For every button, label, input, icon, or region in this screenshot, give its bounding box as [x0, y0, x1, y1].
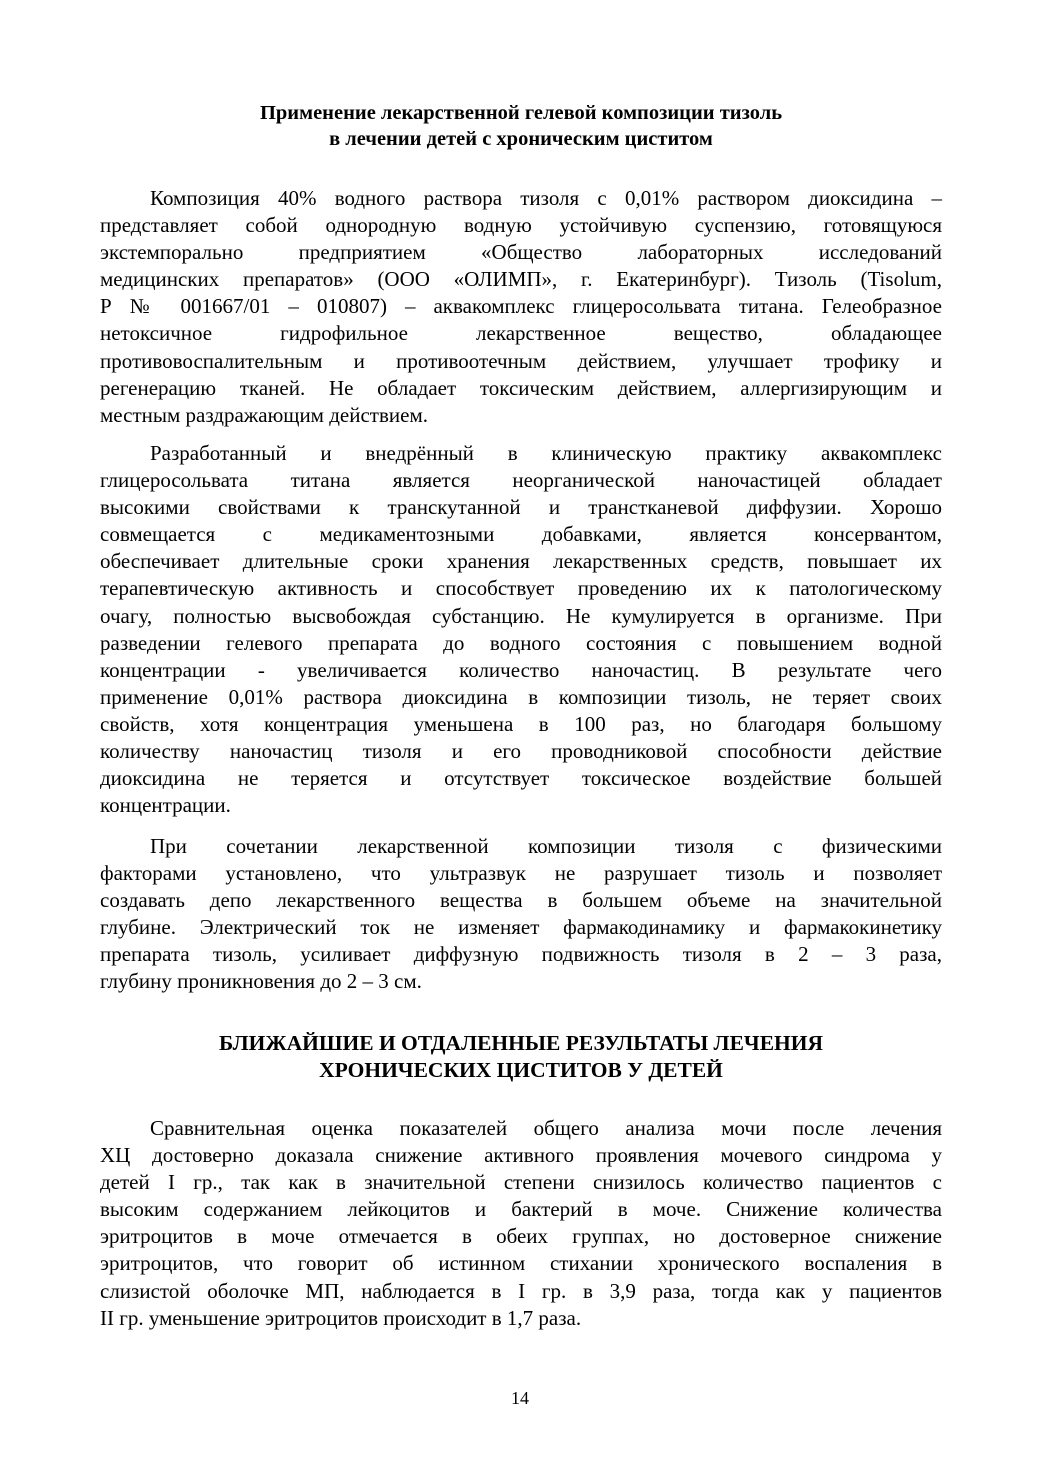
text-line: разведении гелевого препарата до водного состояния с повышением водной [100, 630, 942, 655]
text-line: глицеросольвата титана является неорганической наночастицей обладает [100, 468, 942, 493]
text-line: совмещается с медикаментозными добавками, является консервантом, [100, 522, 942, 547]
text-line: эритроцитов в моче отмечается в обеих группах, но достоверное снижение [100, 1224, 942, 1249]
text-line: диоксидина не теряется и отсутствует токсическое воздействие большей [100, 766, 942, 791]
paragraph-composition [100, 185, 942, 429]
text-line: представляет собой однородную водную устойчивую суспензию, готовящуюся [100, 213, 942, 238]
text-line: II гр. уменьшение эритроцитов происходит в 1,7 раза. [100, 1305, 582, 1330]
text-line: слизистой оболочке МП, наблюдается в I гр. в 3,9 раза, тогда как у пациентов [100, 1278, 942, 1303]
text-line: нетоксичное гидрофильное лекарственное вещество, обладающее [100, 321, 942, 346]
text-line: свойств, хотя концентрация уменьшена в 100 раз, но благодаря большому [100, 711, 942, 736]
paragraph-comparison [100, 1115, 942, 1332]
page-number: 14 [511, 1388, 529, 1408]
title-line: БЛИЖАЙШИЕ И ОТДАЛЕННЫЕ РЕЗУЛЬТАТЫ ЛЕЧЕНИЯ [218, 1031, 824, 1055]
text-line: Разработанный и внедрённый в клиническую практику аквакомплекс [150, 441, 942, 465]
text-line: Композиция 40% водного раствора тизоля с 0,01% раствором диоксидина – [150, 186, 942, 210]
text-line: концентрации. [100, 793, 231, 818]
text-line: факторами установлено, что ультразвук не разрушает тизоль и позволяет [100, 861, 942, 886]
text-line: концентрации - увеличивается количество наночастиц. В результате чего [100, 657, 942, 682]
text-line: При сочетании лекарственной композиции тизоля с физическими [150, 834, 942, 858]
title-line: ХРОНИЧЕСКИХ ЦИСТИТОВ У ДЕТЕЙ [319, 1058, 723, 1082]
text-line: применение 0,01% раствора диоксидина в композиции тизоль, не теряет своих [100, 684, 942, 709]
text-line: Сравнительная оценка показателей общего анализа мочи после лечения [150, 1116, 942, 1140]
title-line: в лечении детей с хроническим циститом [329, 127, 713, 150]
text-line: детей I гр., так как в значительной степени снизилось количество пациентов с [100, 1170, 942, 1195]
text-line: ХЦ достоверно доказала снижение активного проявления мочевого синдрома у [100, 1143, 942, 1168]
paragraph-aquacomplex [100, 440, 942, 819]
text-line: очагу, полностью высвобождая субстанцию. Не кумулируется в организме. При [100, 603, 942, 628]
title-line: Применение лекарственной гелевой композиции тизоль [259, 102, 783, 124]
text-line: глубину проникновения до 2 – 3 см. [100, 969, 422, 994]
text-line: терапевтическую активность и способствует проведению их к патологическому [100, 576, 942, 601]
text-line: регенерацию тканей. Не обладает токсическим действием, аллергизирующим и [100, 375, 942, 400]
paragraph-physical-factors [100, 833, 942, 996]
text-line: обеспечивает длительные сроки хранения лекарственных средств, повышает их [100, 549, 942, 574]
text-line: глубине. Электрический ток не изменяет фармакодинамику и фармакокинетику [100, 915, 942, 940]
text-line: эритроцитов, что говорит об истинном стихании хронического воспаления в [100, 1251, 942, 1276]
text-line: Р № 001667/01 – 010807) – аквакомплекс глицеросольвата титана. Гелеобразное [100, 294, 942, 319]
text-line: высоким содержанием лейкоцитов и бактерий в моче. Снижение количества [100, 1197, 942, 1222]
text-line: препарата тизоль, усиливает диффузную подвижность тизоля в 2 – 3 раза, [100, 942, 942, 967]
text-line: медицинских препаратов» (ООО «ОЛИМП», г. Екатеринбург). Тизоль (Tisolum, [100, 267, 942, 292]
text-line: количеству наночастиц тизоля и его проводниковой способности действие [100, 739, 942, 764]
text-line: противовоспалительным и противоотечным действием, улучшает трофику и [100, 348, 942, 373]
text-line: высокими свойствами к транскутанной и транстканевой диффузии. Хорошо [100, 495, 942, 520]
text-line: создавать депо лекарственного вещества в большем объеме на значительной [100, 888, 942, 913]
section-title-tizol [100, 101, 942, 152]
text-line: местным раздражающим действием. [100, 402, 428, 427]
section-title-results [100, 1030, 942, 1084]
text-line: экстемпорально предприятием «Общество лабораторных исследований [100, 240, 942, 265]
